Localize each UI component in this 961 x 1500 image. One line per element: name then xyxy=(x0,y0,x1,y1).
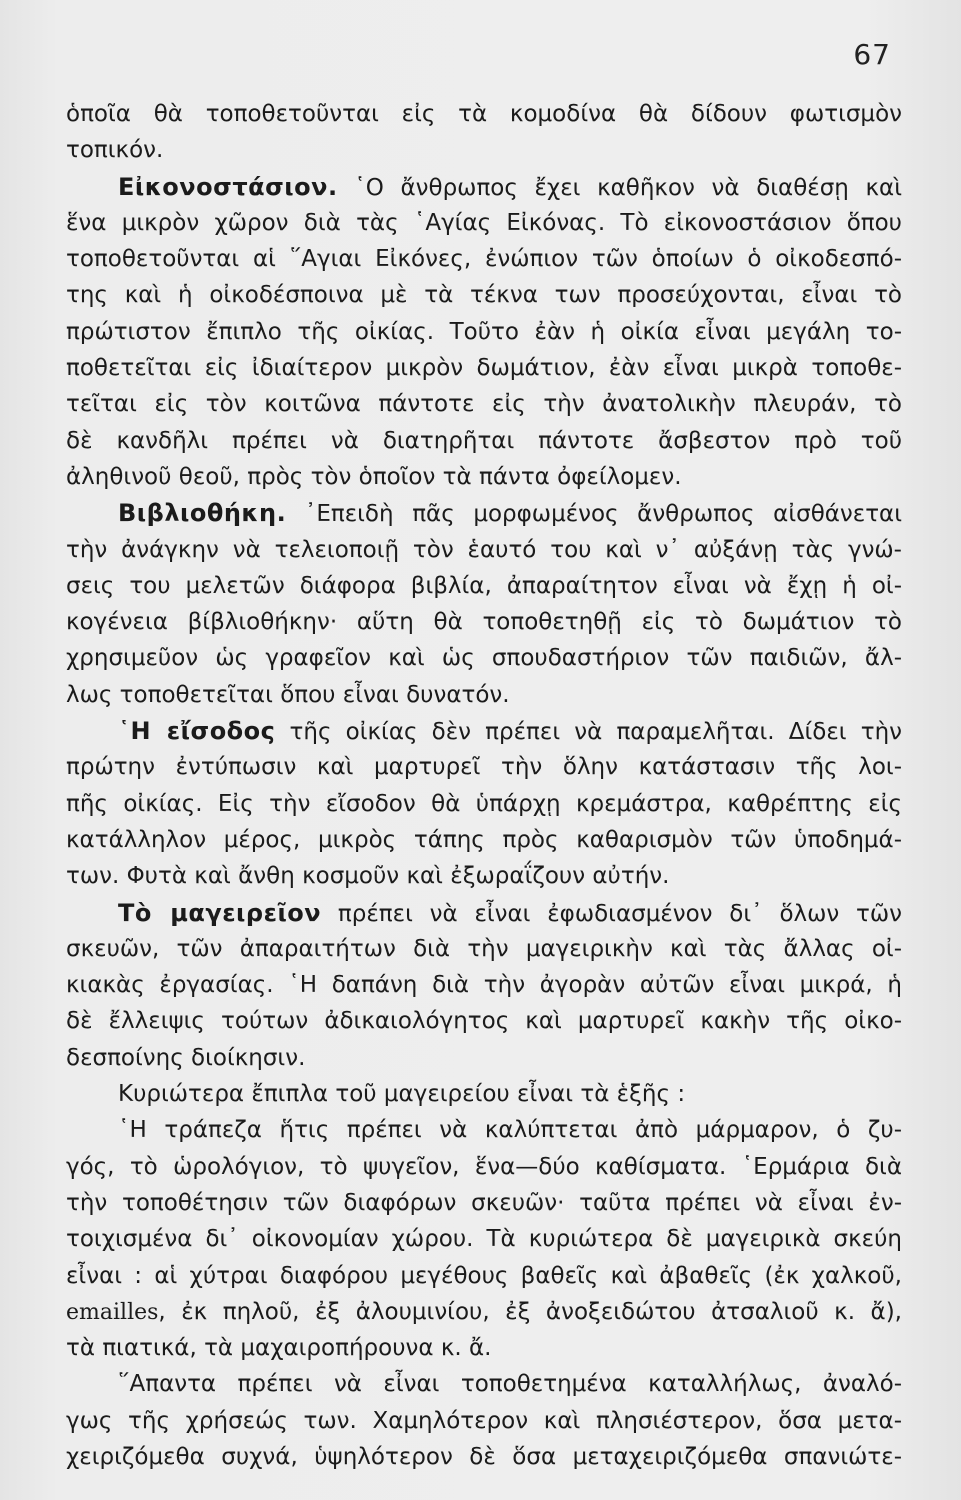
text-line xyxy=(66,132,902,168)
text-line xyxy=(66,967,902,1003)
line-text: της καὶ ἡ οἰκοδέσποινα μὲ τὰ τέκνα των προσεύχονται, εἶναι τὸ xyxy=(66,282,902,309)
text-line xyxy=(66,205,902,241)
text-line xyxy=(66,604,902,640)
line-text: τοποθετοῦνται αἱ ῞Αγιαι Εἰκόνες, ἐνώπιον τῶν ὁποίων ὁ οἰκοδεσπό- xyxy=(66,246,902,273)
line-text: ποθετεῖται εἰς ἰδιαίτερον μικρὸν δωμάτιον, ἐὰν εἶναι μικρὰ τοποθε- xyxy=(66,355,902,382)
text-line xyxy=(66,1040,902,1076)
body-text xyxy=(66,96,902,1475)
line-text: τοιχισμένα δι᾿ οἰκονομίαν χώρου. Τὰ κυριώτερα δὲ μαγειρικὰ σκεύη xyxy=(66,1226,902,1253)
text-line xyxy=(66,1221,902,1257)
text-line xyxy=(66,749,902,785)
text-line xyxy=(66,1185,902,1221)
line-text: δεσποίνης διοίκησιν. xyxy=(66,1044,306,1071)
text-line xyxy=(66,1112,902,1148)
latin-word: emailles xyxy=(66,1299,159,1325)
text-line xyxy=(66,786,902,822)
line-text: γός, τὸ ὡρολόγιον, τὸ ψυγεῖον, ἕνα—δύο καθίσματα. ῾Ερμάρια διὰ xyxy=(66,1153,902,1180)
line-text: τὰ πιατικά, τὰ μαχαιροπήρουνα κ. ἄ. xyxy=(66,1335,492,1362)
line-text: χειριζόμεθα συχνά, ὑψηλότερον δὲ ὅσα μεταχειριζόμεθα σπανιώτε- xyxy=(66,1443,902,1470)
line-text: των. Φυτὰ καὶ ἄνθη κοσμοῦν καὶ ἐξωραΐζουν αὐτήν. xyxy=(66,863,670,890)
line-text: ᾿Επειδὴ πᾶς μορφωμένος ἄνθρωπος αἰσθάνεται xyxy=(286,501,902,528)
line-text: τοπικόν. xyxy=(66,137,164,164)
line-text: δὲ κανδῆλι πρέπει νὰ διατηρῆται πάντοτε ἄσβεστον πρὸ τοῦ xyxy=(66,427,902,454)
text-line xyxy=(66,1439,902,1475)
line-text: πῆς οἰκίας. Εἰς τὴν εἴσοδον θὰ ὑπάρχῃ κρεμάστρα, καθρέπτης εἰς xyxy=(66,790,902,817)
line-text: ὁποῖα θὰ τοποθετοῦνται εἰς τὰ κομοδίνα θὰ δίδουν φωτισμὸν xyxy=(66,101,902,127)
line-text: τεῖται εἰς τὸν κοιτῶνα πάντοτε εἰς τὴν ἀνατολικὴν πλευράν, τὸ xyxy=(66,391,902,418)
text-line xyxy=(66,1258,902,1294)
line-text: κογένεια βίβλιοθήκην· αὕτη θὰ τοποθετηθῇ εἰς τὸ δωμάτιον τὸ xyxy=(66,609,902,636)
line-text: χρησιμεῦον ὡς γραφεῖον καὶ ὡς σπουδαστήριον τῶν παιδιῶν, ἄλ- xyxy=(66,645,902,672)
text-line xyxy=(66,1149,902,1185)
text-line xyxy=(66,386,902,422)
text-line xyxy=(66,1403,902,1439)
line-text: δὲ ἔλλειψις τούτων ἀδικαιολόγητος καὶ μαρτυρεῖ κακὴν τῆς οἰκο- xyxy=(66,1008,902,1035)
line-text: πρώτιστον ἔπιπλο τῆς οἰκίας. Τοῦτο ἐὰν ἡ οἰκία εἶναι μεγάλη το- xyxy=(66,318,902,345)
text-line xyxy=(66,1076,902,1112)
line-text: πρώτην ἐντύπωσιν καὶ μαρτυρεῖ τὴν ὅλην κατάστασιν τῆς λοι- xyxy=(66,754,902,781)
text-line xyxy=(66,931,902,967)
text-line xyxy=(66,568,902,604)
line-text: τὴν ἀνάγκην νὰ τελειοποιῇ τὸν ἑαυτό του καὶ ν᾿ αὐξάνῃ τὰς γνώ- xyxy=(66,536,902,563)
text-line xyxy=(66,241,902,277)
text-line xyxy=(66,1330,902,1366)
text-line xyxy=(66,314,902,350)
text-line xyxy=(66,1294,902,1330)
line-text: κατάλληλον μέρος, μικρὸς τάπης πρὸς καθαρισμὸν τῶν ὑποδημά- xyxy=(66,826,902,853)
text-line xyxy=(66,423,902,459)
text-line xyxy=(66,350,902,386)
line-text: ἀληθινοῦ θεοῦ, πρὸς τὸν ὁποῖον τὰ πάντα ὀφείλομεν. xyxy=(66,463,682,490)
text-line xyxy=(66,96,902,132)
line-text: ῾Η τράπεζα ἥτις πρέπει νὰ καλύπτεται ἀπὸ μάρμαρον, ὁ ζυ- xyxy=(118,1117,902,1144)
text-line xyxy=(66,532,902,568)
line-text: σκευῶν, τῶν ἀπαραιτήτων διὰ τὴν μαγειρικὴν καὶ τὰς ἄλλας οἰ- xyxy=(66,935,902,962)
text-line xyxy=(66,1003,902,1039)
line-text: τῆς οἰκίας δὲν πρέπει νὰ παραμελῆται. Δίδει τὴν xyxy=(275,719,902,746)
section-heading: Τὸ μαγειρεῖον xyxy=(118,898,322,927)
text-line xyxy=(66,895,902,931)
text-line xyxy=(66,277,902,313)
line-text: λως τοποθετεῖται ὅπου εἶναι δυνατόν. xyxy=(66,681,510,708)
line-text: ῾Ο ἄνθρωπος ἔχει καθῆκον νὰ διαθέσῃ καὶ xyxy=(337,174,902,201)
line-text: κιακὰς ἐργασίας. ῾Η δαπάνη διὰ τὴν ἀγορὰν αὐτῶν εἶναι μικρά, ἡ xyxy=(66,972,902,999)
text-line xyxy=(66,858,902,894)
line-text: ἕνα μικρὸν χῶρον διὰ τὰς ῾Αγίας Εἰκόνας. Τὸ εἰκονοστάσιον ὅπου xyxy=(66,209,902,236)
section-heading: ῾Η εἴσοδος xyxy=(118,717,276,746)
section-heading: Βιβλιοθήκη. xyxy=(118,499,287,528)
line-text: ῞Απαντα πρέπει νὰ εἶναι τοποθετημένα καταλλήλως, ἀναλό- xyxy=(118,1371,902,1398)
text-line xyxy=(66,459,902,495)
line-text: γως τῆς χρήσεώς των. Χαμηλότερον καὶ πλησιέστερον, ὅσα μετα- xyxy=(66,1407,902,1434)
text-line xyxy=(66,713,902,749)
page-number: 67 xyxy=(853,38,891,71)
text-line xyxy=(66,822,902,858)
line-text: σεις του μελετῶν διάφορα βιβλία, ἀπαραίτητον εἶναι νὰ ἔχῃ ἡ οἰ- xyxy=(66,572,902,599)
text-line xyxy=(66,677,902,713)
text-line xyxy=(66,1366,902,1402)
line-text: Κυριώτερα ἔπιπλα τοῦ μαγειρείου εἶναι τὰ ἑξῆς : xyxy=(118,1081,686,1108)
text-line xyxy=(66,169,902,205)
section-heading: Εἰκονοστάσιον. xyxy=(118,172,338,201)
line-text: πρέπει νὰ εἶναι ἐφωδιασμένον δι᾿ ὅλων τῶν xyxy=(321,900,902,927)
line-text: , ἐκ πηλοῦ, ἐξ ἀλουμινίου, ἐξ ἀνοξειδώτου ἀτσαλιοῦ κ. ἄ), xyxy=(158,1298,902,1325)
line-text: τὴν τοποθέτησιν τῶν διαφόρων σκευῶν· ταῦτα πρέπει νὰ εἶναι ἐν- xyxy=(66,1189,902,1216)
line-text: εἶναι : αἱ χύτραι διαφόρου μεγέθους βαθεῖς καὶ ἀβαθεῖς (ἐκ χαλκοῦ, xyxy=(66,1262,902,1289)
text-line xyxy=(66,495,902,531)
text-line xyxy=(66,640,902,676)
